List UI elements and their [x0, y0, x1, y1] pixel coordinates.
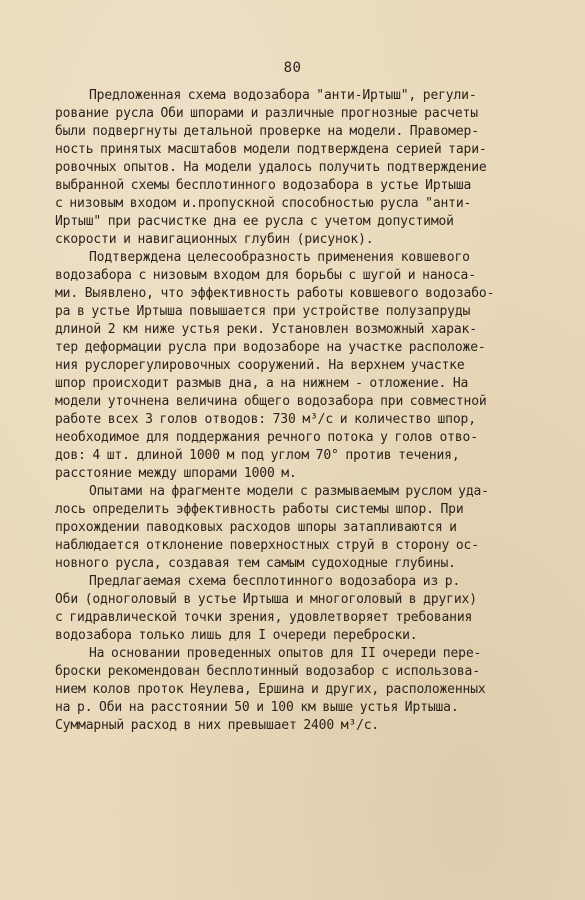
paragraph-first-line: Опытами на фрагменте модели с размываемым руслом уда- — [89, 484, 489, 499]
text-line: на р. Оби на расстоянии 50 и 100 км выше устья Иртыша. — [55, 700, 459, 715]
text-line: водозабора только лишь для I очереди переброски. — [55, 628, 418, 643]
paragraph-first-line: На основании проведенных опытов для II очереди пере- — [89, 646, 482, 661]
text-line: дов: 4 шт. длиной 1000 м под углом 70° против течения, — [55, 448, 460, 463]
paragraph-first-line: Предлагаемая схема бесплотинного водозабора из р. — [89, 574, 461, 589]
text-line: с низовым входом и.пропускной способностью русла "анти- — [55, 196, 472, 211]
paragraph-first-line: Предложенная схема водозабора "анти-Иртыш", регули- — [89, 88, 477, 103]
text-line: ра в устье Иртыша повышается при устройстве полузапруды — [55, 304, 471, 319]
document-body — [55, 87, 525, 735]
text-line: модели уточнена величина общего водозабора при совместной — [55, 394, 487, 409]
text-line: водозабора с низовым входом для борьбы с шугой и наноса- — [55, 268, 476, 283]
text-line: прохождении паводковых расходов шпоры затапливаются и — [55, 520, 457, 535]
paragraph-first-line: Подтверждена целесообразность применения ковшевого — [89, 250, 470, 265]
text-line: тер деформации русла при водозаборе на участке расположе- — [55, 340, 486, 355]
text-line: Суммарный расход в них превышает 2400 м³/с. — [55, 718, 380, 733]
text-line: с гидравлической точки зрения, удовлетворяет требования — [55, 610, 473, 625]
text-line: расстояние между шпорами 1000 м. — [55, 466, 297, 481]
text-line: скорости и навигационных глубин (рисунок). — [55, 232, 374, 247]
text-line: нием колов проток Неулева, Ершина и других, расположенных — [55, 682, 486, 697]
text-line: наблюдается отклонение поверхностных струй в сторону ос- — [55, 538, 479, 553]
text-line: длиной 2 км ниже устья реки. Установлен возможный харак- — [55, 322, 477, 337]
text-line: лось определить эффективность работы системы шпор. При — [55, 502, 464, 517]
text-line: броски рекомендован бесплотинный водозабор с использова- — [55, 664, 480, 679]
page-number: 80 — [283, 60, 302, 76]
text-line: были подвергнуты детальной проверке на модели. Правомер- — [55, 124, 479, 139]
text-line: ми. Выявлено, что эффективность работы ковшевого водозабо- — [55, 286, 495, 301]
text-line: необходимое для поддержания речного потока у голов отво- — [55, 430, 478, 445]
text-line: ния руслорегулировочных сооружений. На верхнем участке — [55, 358, 465, 373]
text-line: новного русла, создавая тем самым судоходные глубины. — [55, 556, 456, 571]
text-line: шпор происходит размыв дна, а на нижнем - отложение. На — [55, 376, 469, 391]
text-line: Оби (одноголовый в устье Иртыша и многоголовый в других) — [55, 592, 477, 607]
text-line: Иртыш" при расчистке дна ее русла с учетом допустимой — [55, 214, 454, 229]
text-line: ность принятых масштабов модели подтверждена серией тари- — [55, 142, 487, 157]
text-line: работе всех 3 голов отводов: 730 м³/с и количество шпор, — [55, 412, 476, 427]
text-line: выбранной схемы бесплотинного водозабора в устье Иртыша — [55, 178, 472, 193]
text-line: ровочных опытов. На модели удалось получить подтверждение — [55, 160, 487, 175]
text-line: рование русла Оби шпорами и различные прогнозные расчеты — [55, 106, 478, 121]
